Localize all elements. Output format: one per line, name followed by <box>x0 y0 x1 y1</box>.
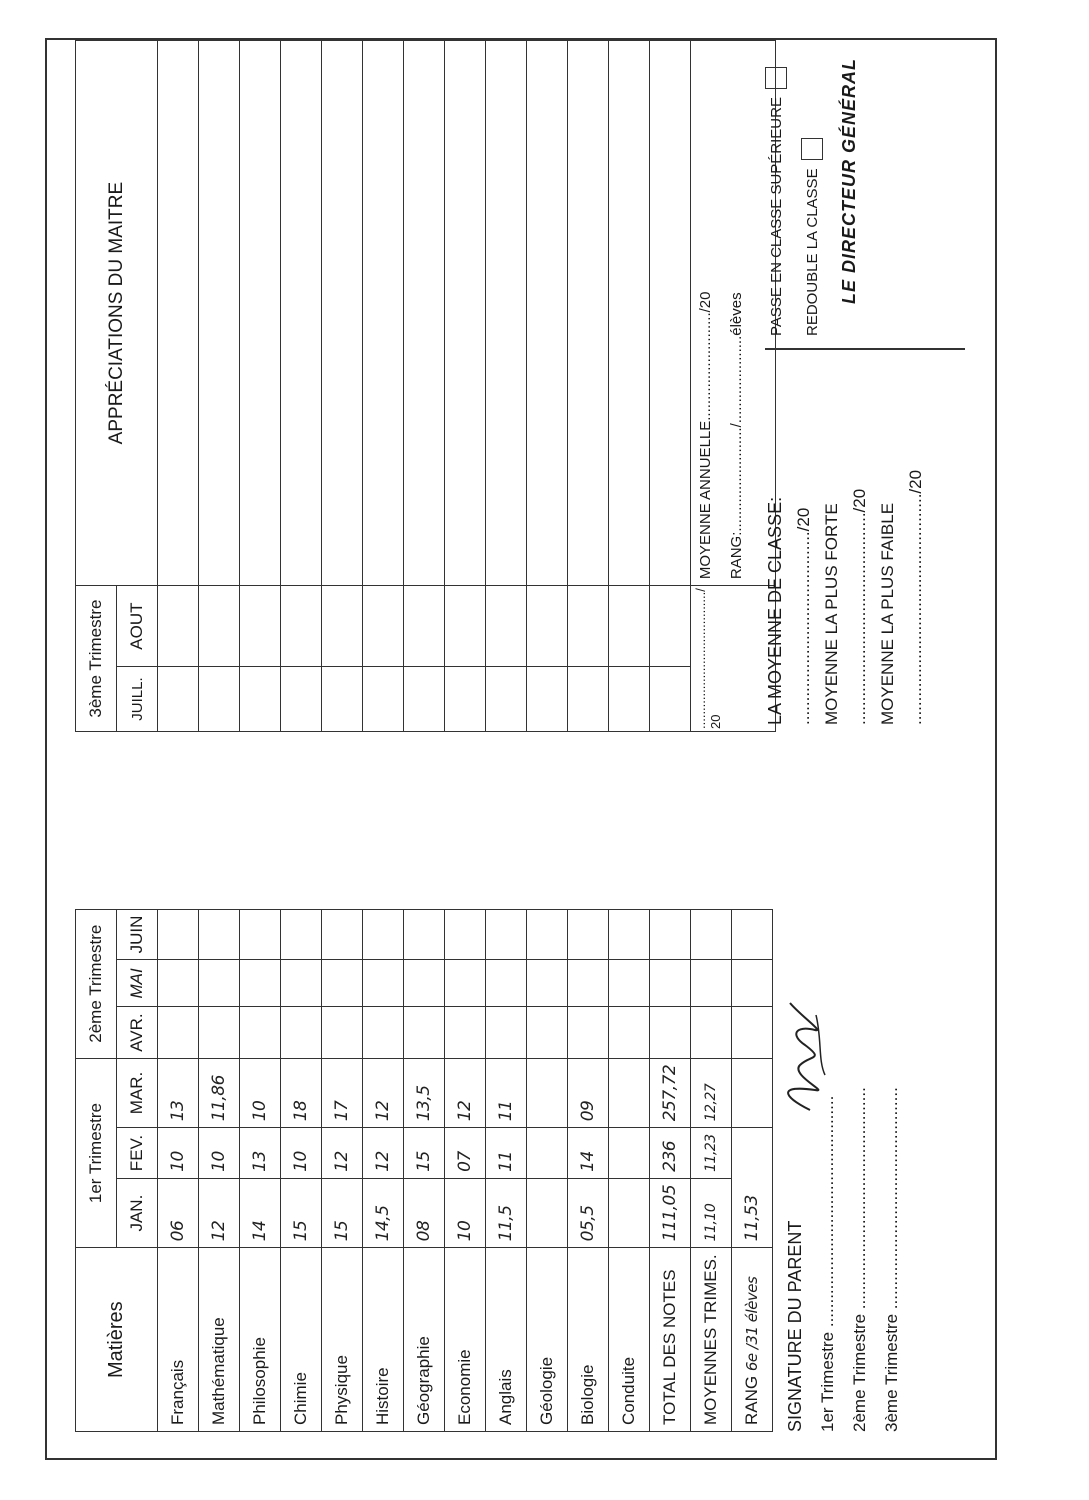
subject-row <box>445 909 486 1431</box>
grade-cell <box>322 909 363 960</box>
grade-cell: 12 <box>445 1058 486 1127</box>
subject-name: Philosophie <box>240 1248 281 1432</box>
moyenne-classe-line: ........................................./20 <box>794 507 813 725</box>
subject-name: Histoire <box>363 1248 404 1432</box>
rang-label-cell <box>732 1248 773 1432</box>
grade-cell <box>158 1007 199 1058</box>
moyenne-plus-forte-label: MOYENNE LA PLUS FORTE <box>822 503 841 725</box>
appreciation-row <box>486 41 527 732</box>
total-cell: 111,05 <box>650 1178 691 1247</box>
appreciation-row <box>363 41 404 732</box>
moyenne-cell <box>691 909 732 960</box>
grade-cell: 11 <box>486 1128 527 1179</box>
month-fev: FEV. <box>117 1128 158 1179</box>
appreciation-row <box>322 41 363 732</box>
grade-cell <box>363 960 404 1007</box>
appr-cell <box>609 586 650 667</box>
subject-row <box>363 909 404 1431</box>
month-aout: AOUT <box>117 586 158 667</box>
appr-cell <box>281 667 322 732</box>
appr-cell <box>486 41 527 586</box>
grade-cell <box>199 909 240 960</box>
appr-cell <box>650 586 691 667</box>
grade-cell <box>404 909 445 960</box>
appreciation-row <box>199 41 240 732</box>
grade-cell <box>527 1128 568 1179</box>
appr-cell <box>281 41 322 586</box>
total-cell: 257,72 <box>650 1058 691 1127</box>
moyenne-plus-faible-line: ................................................./20 <box>906 469 925 725</box>
annual-left-moyenne: ....................................../20 <box>693 588 723 729</box>
grade-cell <box>445 1007 486 1058</box>
appreciation-row <box>568 41 609 732</box>
report-card-sheet <box>45 40 995 1460</box>
grade-cell <box>445 909 486 960</box>
grade-cell <box>609 1058 650 1127</box>
grade-cell <box>486 960 527 1007</box>
subject-row <box>609 909 650 1431</box>
appr-cell <box>609 41 650 586</box>
grade-cell <box>527 909 568 960</box>
moyenne-cell <box>691 960 732 1007</box>
appr-cell <box>322 41 363 586</box>
grade-cell: 14 <box>568 1128 609 1179</box>
subject-name: Chimie <box>281 1248 322 1432</box>
grade-cell <box>199 1007 240 1058</box>
moyenne-cell <box>691 1007 732 1058</box>
grade-cell: 13,5 <box>404 1058 445 1127</box>
appreciation-row <box>650 41 691 732</box>
rang-label: RANG <box>742 1375 761 1425</box>
appreciation-row <box>158 41 199 732</box>
redouble-label: REDOUBLE LA CLASSE <box>803 168 821 336</box>
grade-cell: 14,5 <box>363 1178 404 1247</box>
month-mar: MAR. <box>117 1058 158 1127</box>
grade-cell: 10 <box>158 1128 199 1179</box>
subject-name: Français <box>158 1248 199 1432</box>
month-juill: JUILL. <box>117 667 158 732</box>
appr-cell <box>158 667 199 732</box>
grade-cell <box>240 960 281 1007</box>
appr-cell <box>568 586 609 667</box>
rang-cell <box>732 1058 773 1127</box>
rang-row <box>732 909 773 1431</box>
grade-cell: 05,5 <box>568 1178 609 1247</box>
subject-name: Biologie <box>568 1248 609 1432</box>
parent-signature-icon <box>770 995 840 1115</box>
grade-cell: 06 <box>158 1178 199 1247</box>
appreciation-row <box>527 41 568 732</box>
appr-cell <box>486 667 527 732</box>
grade-cell: 15 <box>322 1178 363 1247</box>
grade-cell: 15 <box>281 1178 322 1247</box>
grade-cell <box>527 1007 568 1058</box>
subject-row <box>527 909 568 1431</box>
grade-cell <box>158 960 199 1007</box>
appr-cell <box>363 667 404 732</box>
grade-cell: 17 <box>322 1058 363 1127</box>
appr-cell <box>199 667 240 732</box>
grade-cell: 11 <box>486 1058 527 1127</box>
grade-cell: 12 <box>199 1178 240 1247</box>
appreciation-row <box>281 41 322 732</box>
grade-cell: 10 <box>199 1128 240 1179</box>
signature-trimestre-3: 3ème Trimestre ............................................... <box>882 1087 901 1432</box>
annual-moyenne-line: MOYENNE ANNUELLE........................../20 <box>697 291 714 580</box>
subject-row <box>199 909 240 1431</box>
subject-name: Physique <box>322 1248 363 1432</box>
totals-label: TOTAL DES NOTES <box>650 1248 691 1432</box>
grade-cell <box>527 1178 568 1247</box>
passe-label: PASSE EN CLASSE SUPÉRIEURE <box>767 97 785 336</box>
appr-cell <box>199 586 240 667</box>
moyenne-cell: 11,23 <box>691 1128 732 1179</box>
trimestre-2-header: 2ème Trimestre <box>76 909 117 1058</box>
grade-cell: 13 <box>240 1128 281 1179</box>
grade-cell <box>445 960 486 1007</box>
subject-row <box>281 909 322 1431</box>
grade-cell <box>568 909 609 960</box>
appr-cell <box>322 586 363 667</box>
appr-cell <box>404 667 445 732</box>
subject-name: Géographie <box>404 1248 445 1432</box>
total-cell <box>650 960 691 1007</box>
moyenne-cell: 12,27 <box>691 1058 732 1127</box>
annual-row <box>691 41 776 732</box>
passe-row <box>765 26 787 336</box>
subject-row <box>240 909 281 1431</box>
grade-cell <box>322 1007 363 1058</box>
grade-cell: 18 <box>281 1058 322 1127</box>
appr-cell <box>609 667 650 732</box>
moyenne-plus-forte-line: ............................................./20 <box>850 488 869 725</box>
month-mai: MAI <box>117 960 158 1007</box>
appr-cell <box>527 41 568 586</box>
appr-cell <box>322 667 363 732</box>
appr-cell <box>363 586 404 667</box>
director-label: LE DIRECTEUR GÉNÉRAL <box>839 58 859 305</box>
appreciations-header: APPRÉCIATIONS DU MAITRE <box>76 41 158 586</box>
grade-cell <box>240 1007 281 1058</box>
signature-trimestre-1: 1er Trimestre ................................................. <box>818 1095 837 1432</box>
total-cell <box>650 1007 691 1058</box>
appr-cell <box>568 667 609 732</box>
appr-cell <box>158 586 199 667</box>
grade-cell: 10 <box>240 1058 281 1127</box>
subject-row <box>322 909 363 1431</box>
grade-cell <box>568 960 609 1007</box>
grade-cell <box>486 909 527 960</box>
redouble-row <box>801 26 823 336</box>
signature-title: SIGNATURE DU PARENT <box>785 1220 805 1432</box>
appr-cell <box>158 41 199 586</box>
appreciation-row <box>404 41 445 732</box>
rang-value: 11,53 <box>732 1128 773 1248</box>
annual-left-cell <box>691 586 776 732</box>
appr-cell <box>445 41 486 586</box>
grade-cell <box>281 1007 322 1058</box>
grade-cell <box>609 909 650 960</box>
moyenne-cell: 11,10 <box>691 1178 732 1247</box>
grade-cell: 12 <box>363 1128 404 1179</box>
totals-row <box>650 909 691 1431</box>
grade-cell: 11,5 <box>486 1178 527 1247</box>
subject-row <box>568 909 609 1431</box>
appr-cell <box>240 667 281 732</box>
grade-cell <box>281 960 322 1007</box>
grade-cell: 13 <box>158 1058 199 1127</box>
appr-cell <box>527 586 568 667</box>
grade-cell <box>609 1007 650 1058</box>
appr-cell <box>240 41 281 586</box>
subject-row <box>404 909 445 1431</box>
grade-cell <box>404 1007 445 1058</box>
trimestre-3-header: 3ème Trimestre <box>76 586 117 732</box>
redouble-checkbox[interactable] <box>801 138 823 160</box>
appr-cell <box>404 41 445 586</box>
subject-name: Conduite <box>609 1248 650 1432</box>
appr-cell <box>527 667 568 732</box>
grade-cell <box>281 909 322 960</box>
appr-cell <box>650 41 691 586</box>
grade-cell <box>486 1007 527 1058</box>
grade-cell <box>609 1178 650 1247</box>
grade-cell <box>322 960 363 1007</box>
total-cell <box>650 909 691 960</box>
appreciation-row <box>240 41 281 732</box>
grade-cell: 08 <box>404 1178 445 1247</box>
grade-cell: 10 <box>281 1128 322 1179</box>
subject-name: Mathématique <box>199 1248 240 1432</box>
subject-name: Géologie <box>527 1248 568 1432</box>
appr-cell <box>445 667 486 732</box>
appr-cell <box>404 586 445 667</box>
grade-cell: 07 <box>445 1128 486 1179</box>
grade-cell <box>363 909 404 960</box>
month-jan: JAN. <box>117 1178 158 1247</box>
appreciation-row <box>445 41 486 732</box>
appr-cell <box>363 41 404 586</box>
rang-cell <box>732 1007 773 1058</box>
grade-cell <box>527 1058 568 1127</box>
appr-cell <box>281 586 322 667</box>
class-stats-block <box>765 375 934 725</box>
grade-cell <box>609 1128 650 1179</box>
trimestre-1-header: 1er Trimestre <box>76 1058 117 1248</box>
grade-cell: 09 <box>568 1058 609 1127</box>
appr-cell <box>486 586 527 667</box>
grade-cell: 12 <box>322 1128 363 1179</box>
appr-cell <box>445 586 486 667</box>
grade-cell <box>158 909 199 960</box>
appr-cell <box>568 41 609 586</box>
moyennes-label: MOYENNES TRIMES. <box>691 1248 732 1432</box>
decision-block <box>765 26 965 350</box>
total-cell: 236 <box>650 1128 691 1179</box>
month-juin: JUIN <box>117 909 158 960</box>
grade-cell <box>363 1007 404 1058</box>
annual-right-cell <box>691 41 776 586</box>
appr-cell <box>240 586 281 667</box>
subject-row <box>486 909 527 1431</box>
appr-cell <box>650 667 691 732</box>
moyenne-classe-label: LA MOYENNE DE CLASSE: <box>765 496 785 725</box>
subject-name: Economie <box>445 1248 486 1432</box>
appreciations-table <box>75 40 776 732</box>
grade-cell <box>240 909 281 960</box>
month-avr: AVR. <box>117 1007 158 1058</box>
grade-cell: 15 <box>404 1128 445 1179</box>
moyennes-row <box>691 909 732 1431</box>
signature-trimestre-2: 2ème Trimestre ............................................... <box>850 1087 869 1432</box>
subject-row <box>158 909 199 1431</box>
moyenne-plus-faible-label: MOYENNE LA PLUS FAIBLE <box>878 502 897 725</box>
appreciation-row <box>609 41 650 732</box>
grade-cell <box>199 960 240 1007</box>
rang-handwritten: 6e /31 élèves <box>743 1276 761 1372</box>
grade-cell: 11,86 <box>199 1058 240 1127</box>
matieres-header: Matières <box>76 1248 158 1432</box>
grade-cell <box>609 960 650 1007</box>
grade-cell <box>404 960 445 1007</box>
grade-cell: 12 <box>363 1058 404 1127</box>
grade-cell: 10 <box>445 1178 486 1247</box>
annual-rang-line: RANG:........................./.....................élèves <box>728 292 745 580</box>
rang-cell <box>732 960 773 1007</box>
grade-cell: 14 <box>240 1178 281 1247</box>
grades-table <box>75 909 773 1432</box>
rang-cell <box>732 909 773 960</box>
grade-cell <box>527 960 568 1007</box>
passe-checkbox[interactable] <box>765 67 787 89</box>
grade-cell <box>568 1007 609 1058</box>
appr-cell <box>199 41 240 586</box>
subject-name: Anglais <box>486 1248 527 1432</box>
